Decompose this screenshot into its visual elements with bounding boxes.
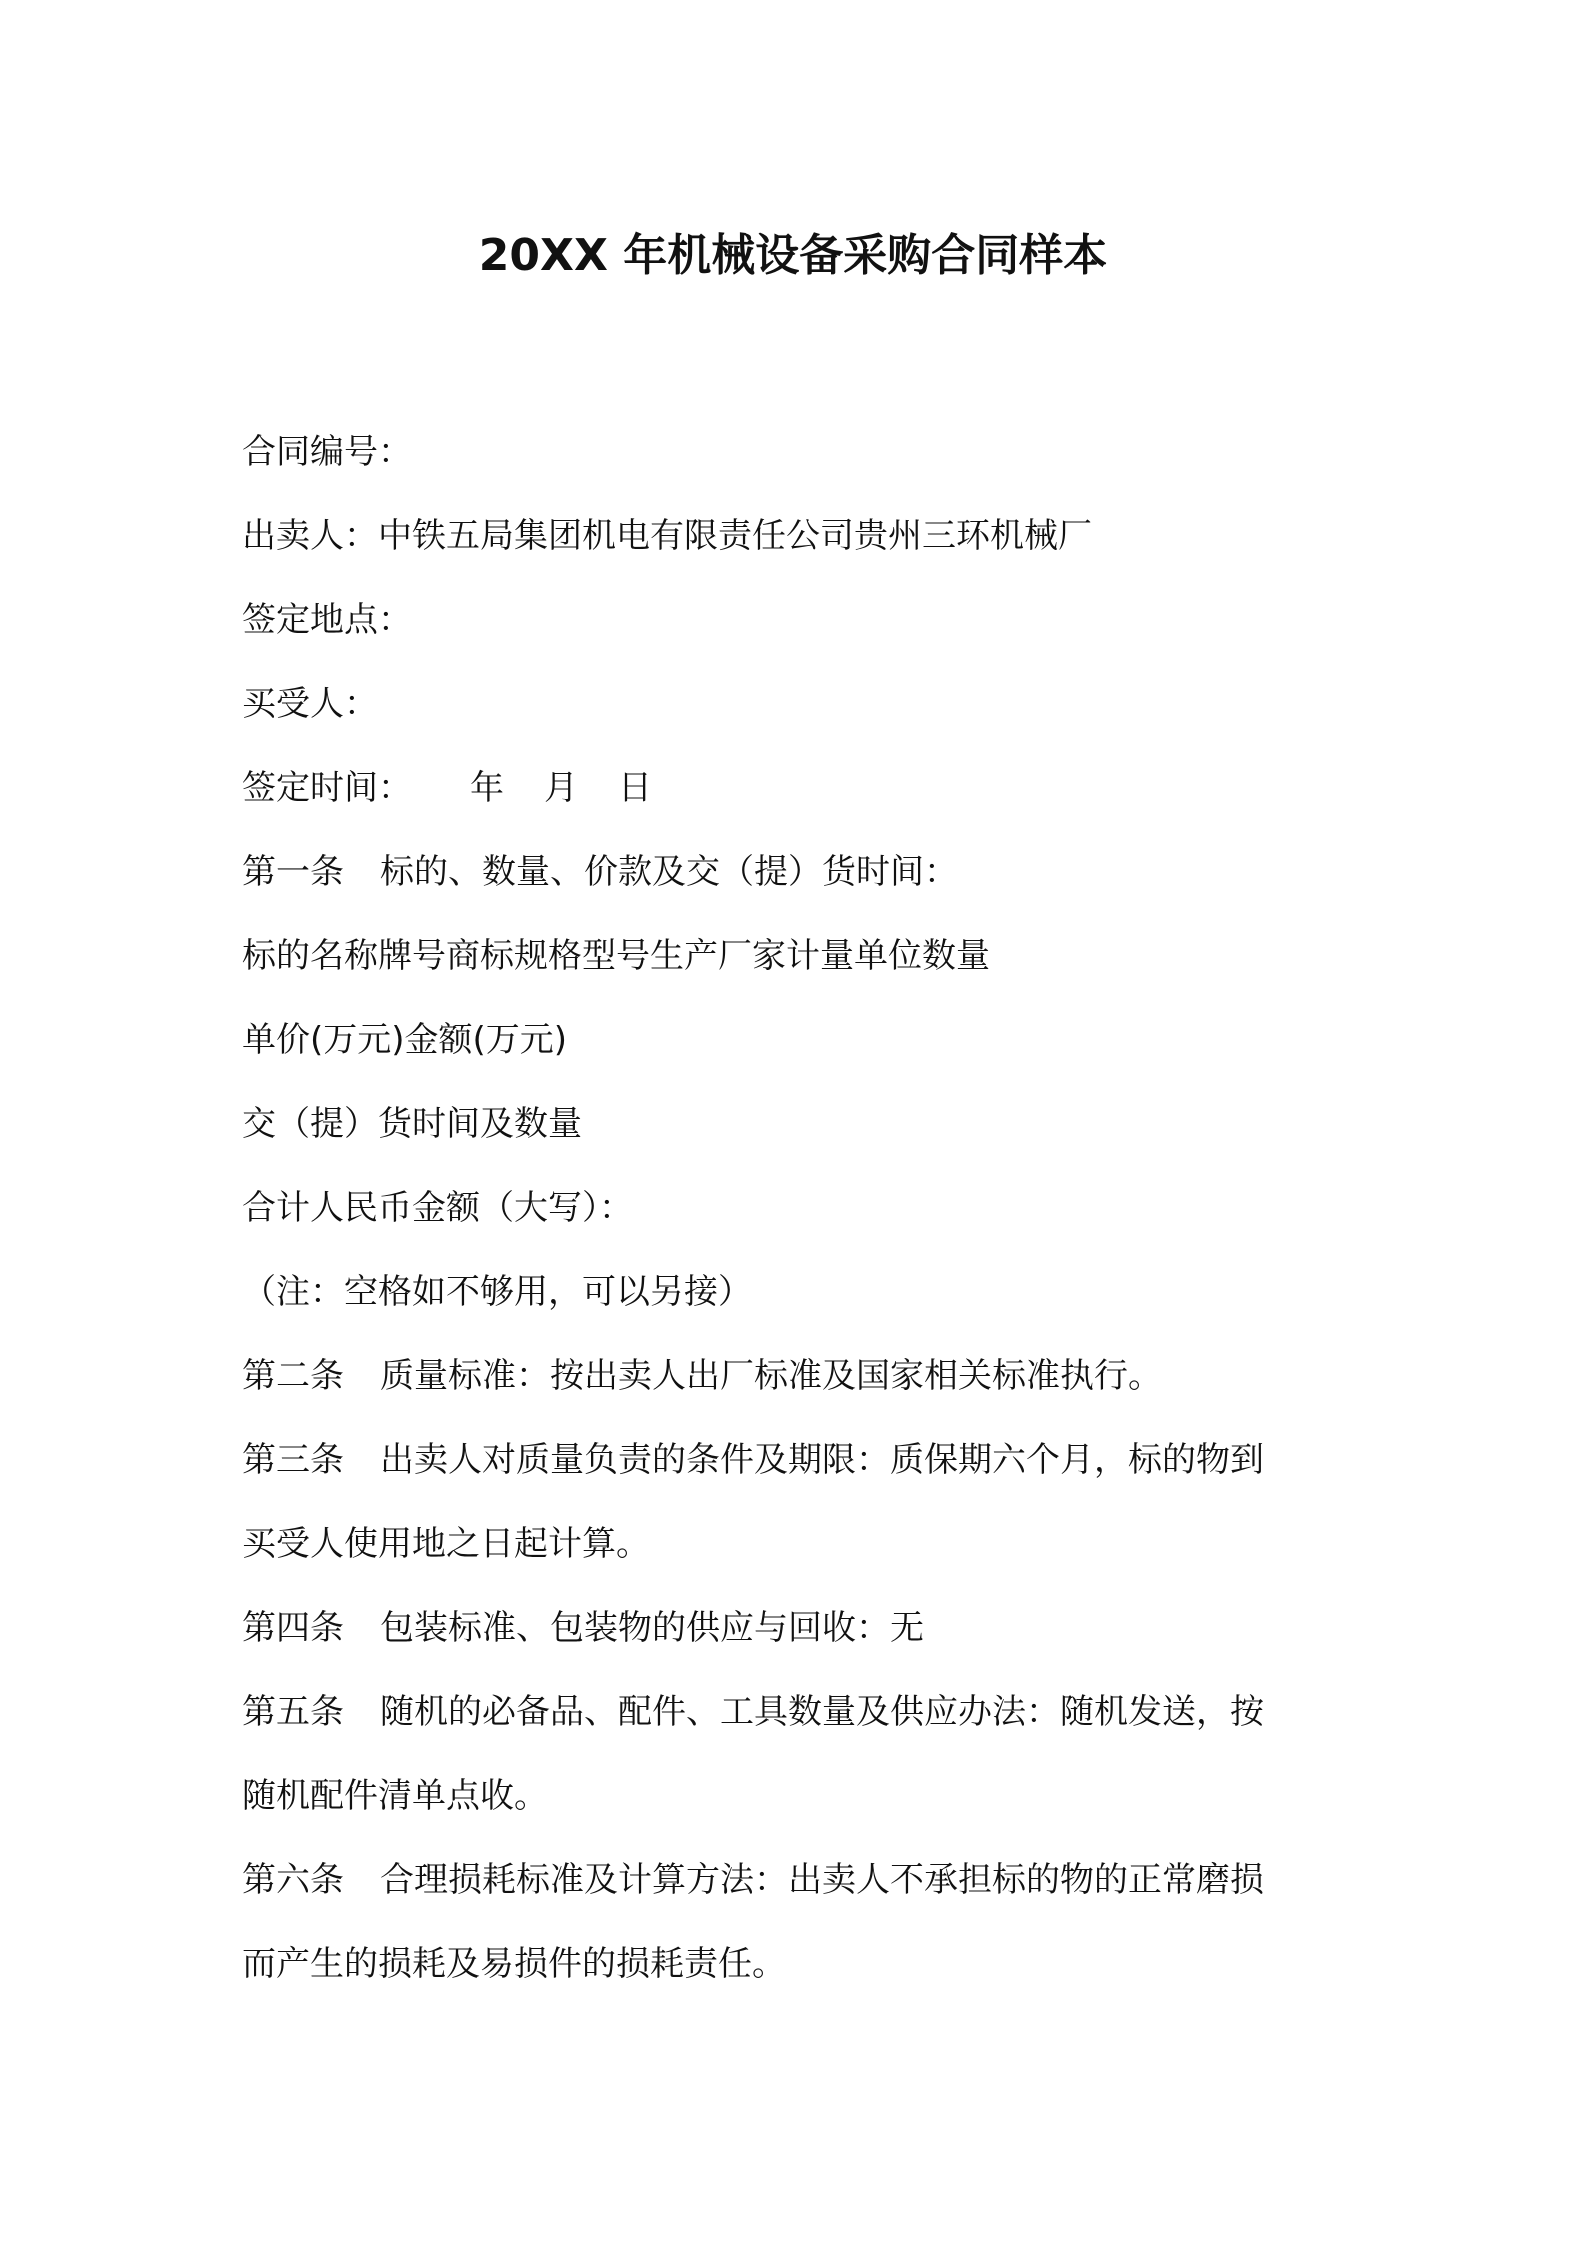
table-header-line-2: 单价(万元)金额(万元) [242, 1020, 568, 1060]
article-6 [242, 1838, 1352, 1922]
article-5-continued: 随机配件清单点收。 [242, 1776, 548, 1816]
article-4-number: 第四条 [242, 1608, 344, 1648]
article-6-continued: 而产生的损耗及易损件的损耗责任。 [242, 1944, 786, 1984]
sign-time-label: 签定时间： [242, 768, 412, 808]
article-5 [242, 1670, 1352, 1754]
table-header-line-1: 标的名称牌号商标规格型号生产厂家计量单位数量 [242, 936, 990, 976]
total-amount-line: 合计人民币金额（大写）： [242, 1188, 633, 1228]
sign-place-line [242, 578, 1352, 662]
article-3-number: 第三条 [242, 1440, 344, 1480]
article-3 [242, 1418, 1352, 1502]
sign-time-line [242, 746, 1352, 830]
article-3-text: 出卖人对质量负责的条件及期限：质保期六个月，标的物到 [380, 1440, 1264, 1480]
table-header-line-3: 交（提）货时间及数量 [242, 1104, 582, 1144]
article-4 [242, 1586, 1352, 1670]
article-6-number: 第六条 [242, 1860, 344, 1900]
seller-label: 出卖人： [242, 516, 378, 556]
article-1-text: 标的、数量、价款及交（提）货时间： [380, 852, 958, 892]
article-6-text: 合理损耗标准及计算方法：出卖人不承担标的物的正常磨损 [380, 1860, 1264, 1900]
buyer-line [242, 662, 1352, 746]
contract-number-label: 合同编号： [242, 432, 412, 472]
article-3-continued: 买受人使用地之日起计算。 [242, 1524, 650, 1564]
article-2-number: 第二条 [242, 1356, 344, 1396]
date-month: 月 [544, 768, 578, 808]
seller-line [242, 494, 1352, 578]
sign-place-label: 签定地点： [242, 600, 412, 640]
document-title: 20XX 年机械设备采购合同样本 [478, 230, 1108, 281]
buyer-label: 买受人： [242, 684, 378, 724]
article-1 [242, 830, 1352, 914]
contract-number-line [242, 410, 1352, 494]
date-day: 日 [618, 768, 652, 808]
article-5-text: 随机的必备品、配件、工具数量及供应办法：随机发送，按 [380, 1692, 1264, 1732]
article-4-text: 包装标准、包装物的供应与回收：无 [380, 1608, 924, 1648]
document-body [242, 410, 1352, 2006]
article-2-text: 质量标准：按出卖人出厂标准及国家相关标准执行。 [380, 1356, 1162, 1396]
article-2 [242, 1334, 1352, 1418]
article-5-number: 第五条 [242, 1692, 344, 1732]
date-year: 年 [470, 768, 504, 808]
note-line: （注：空格如不够用，可以另接） [242, 1272, 752, 1312]
article-1-number: 第一条 [242, 852, 344, 892]
seller-value: 中铁五局集团机电有限责任公司贵州三环机械厂 [378, 516, 1092, 556]
